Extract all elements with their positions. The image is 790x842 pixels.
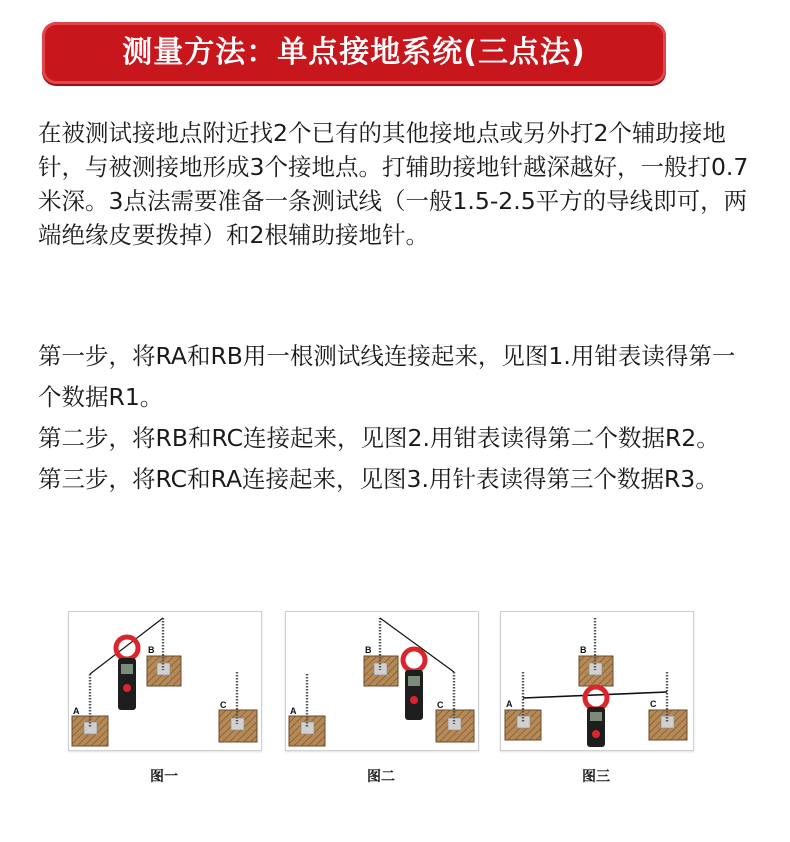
clamp-meter (403, 649, 425, 720)
label-b: B (365, 645, 372, 655)
figure-1-illustration (69, 612, 261, 750)
label-c: C (650, 699, 657, 709)
page-title: 测量方法：单点接地系统(三点法) (122, 35, 586, 70)
label-a: A (506, 699, 513, 709)
figure-1-diagram (68, 611, 262, 751)
label-b: B (580, 645, 587, 655)
figure-3-diagram (500, 611, 694, 751)
label-a: A (73, 706, 80, 716)
steps-paragraph (38, 336, 758, 500)
step-3-text: 第三步，将RC和RA连接起来，见图3.用针表读得第三个数据R3。 (38, 465, 719, 493)
step-1-text: 第一步，将RA和RB用一根测试线连接起来，见图1.用钳表读得第一个数据R1。 (38, 342, 736, 411)
figure-2-caption: 图二 (367, 769, 395, 785)
figure-2-diagram (285, 611, 479, 751)
label-c: C (437, 700, 444, 710)
intro-paragraph: 在被测试接地点附近找2个已有的其他接地点或另外打2个辅助接地针，与被测接地形成3个接地点。打辅助接地针越深越好，一般打0.7米深。3点法需要准备一条测试线（一般1.5-2.5平方的导线即可，两端绝缘皮要拨掉）和2根辅助接地针。 (38, 119, 749, 249)
step-2-text: 第二步，将RB和RC连接起来，见图2.用钳表读得第二个数据R2。 (38, 424, 720, 452)
test-wire (523, 692, 667, 698)
figure-1-caption: 图一 (150, 769, 178, 785)
clamp-meter (116, 637, 138, 710)
figure-3-illustration (501, 612, 693, 750)
title-banner (42, 22, 666, 84)
label-b: B (148, 645, 155, 655)
figure-2-illustration (286, 612, 478, 750)
figure-3-caption: 图三 (582, 769, 610, 785)
label-c: C (220, 700, 227, 710)
label-a: A (290, 706, 297, 716)
